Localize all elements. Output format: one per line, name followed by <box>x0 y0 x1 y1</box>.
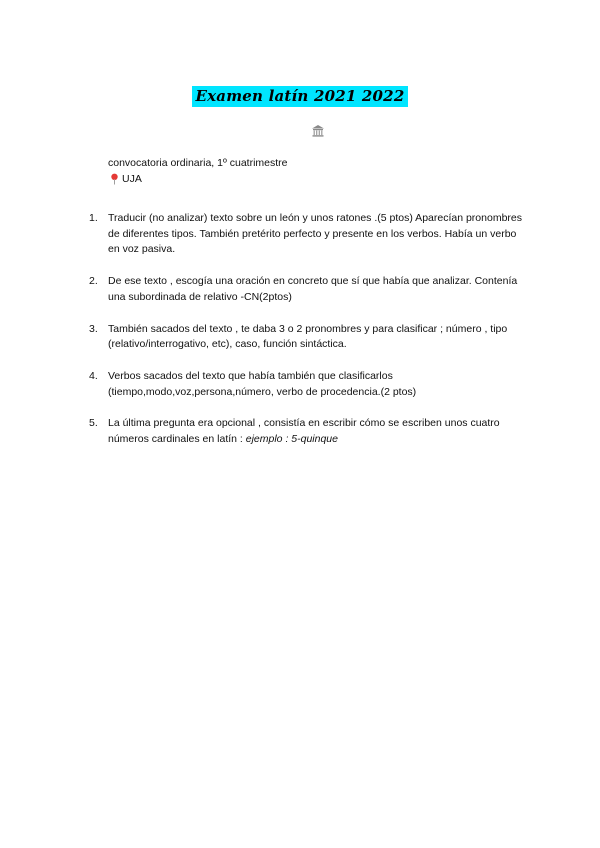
question-text: También sacados del texto , te daba 3 o 2 pronombres y para clasificar ; número , tipo (relativo/interrogativo, etc), caso, función sintáctica. <box>108 322 508 351</box>
list-item <box>86 274 526 305</box>
title-container <box>0 86 600 107</box>
list-item <box>86 369 526 400</box>
page-title: Examen latín 2021 2022 <box>192 86 409 107</box>
bank-building-icon <box>311 124 325 138</box>
session-text: convocatoria ordinaria, 1º cuatrimestre <box>108 157 288 169</box>
example-text: ejemplo : 5-quinque <box>245 433 338 446</box>
question-text: Traducir (no analizar) texto sobre un león y unos ratones .(5 ptos) Aparecían pronombres de diferentes tipos. También pretérito perfecto y presente en los verbos. Había un verbo en voz pasiva. <box>108 212 522 256</box>
question-text: De ese texto , escogía una oración en concreto que sí que había que analizar. Contenía una subordinada de relativo -CN(2ptos) <box>108 275 518 303</box>
question-text: Verbos sacados del texto que había también que clasificarlos (tiempo,modo,voz,persona,número, verbo de procedencia.(2 ptos) <box>108 369 417 398</box>
question-number: 3. <box>89 322 98 335</box>
question-number: 4. <box>89 369 98 382</box>
exam-meta <box>108 155 288 187</box>
question-number: 5. <box>89 417 98 430</box>
university-text: UJA <box>122 173 142 185</box>
map-pin-icon <box>110 173 119 185</box>
list-item <box>86 322 526 353</box>
list-item <box>86 416 526 447</box>
question-list <box>86 211 526 464</box>
question-text: La última pregunta era opcional , consistía en escribir cómo se escriben unos cuatro números cardinales en latín : <box>108 417 500 446</box>
question-number: 1. <box>89 212 98 224</box>
list-item <box>86 211 526 258</box>
question-number: 2. <box>89 275 98 288</box>
